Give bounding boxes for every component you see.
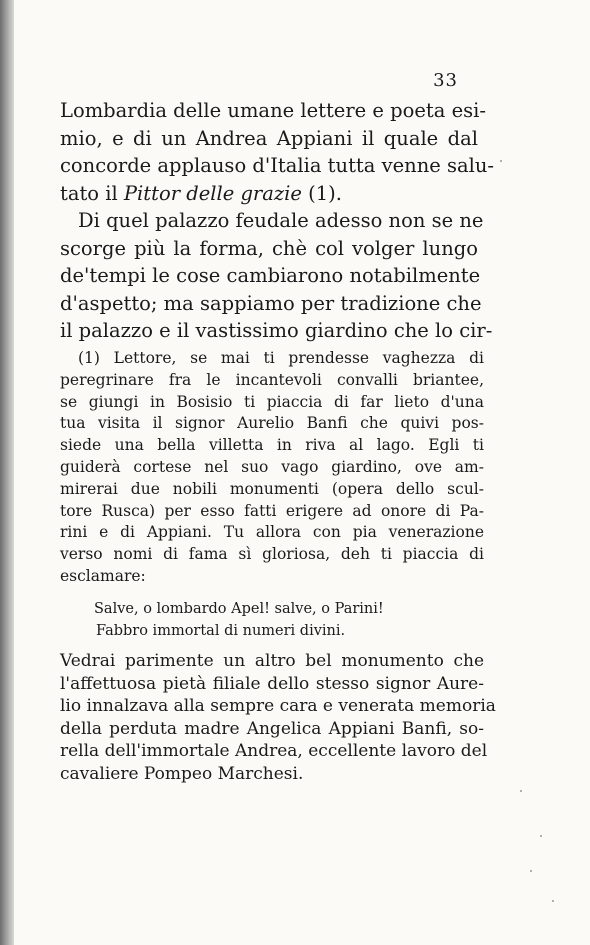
footnote-line: tua visita il signor Aurelio Banfi che quivi pos-	[60, 414, 484, 433]
body-line: concorde applauso d'Italia tutta venne salu-	[60, 154, 495, 177]
continuation-line: cavaliere Pompeo Marchesi.	[60, 763, 304, 784]
verse-line: Fabbro immortal di numeri divini.	[96, 623, 346, 639]
continuation-line: l'affettuosa pietà filiale dello stesso signor Aure-	[60, 673, 484, 694]
paper-speck	[500, 160, 502, 162]
continuation-line: rella dell'immortale Andrea, eccellente lavoro del	[60, 741, 488, 761]
body-line: de'tempi le cose cambiarono notabilmente	[60, 264, 481, 287]
italic-title: Pittor delle grazie	[123, 181, 302, 205]
paper-speck	[530, 870, 532, 872]
paper-speck	[520, 790, 522, 792]
body-line: Lombardia delle umane lettere e poeta esi-	[60, 99, 486, 122]
verse-quote	[94, 598, 384, 642]
continuation-line: lio innalzava alla sempre cara e venerata memoria	[60, 696, 496, 716]
footnote-line: (1) Lettore, se mai ti prendesse vaghezza di	[78, 349, 484, 367]
footnote-line: rini e di Appiani. Tu allora con pia venerazione	[60, 523, 484, 542]
footnote-continuation	[60, 650, 496, 785]
paper-speck	[540, 835, 542, 837]
body-line: scorge più la forma, chè col volger lungo	[60, 236, 478, 260]
footnote-line: guiderà cortese nel suo vago giardino, ove am-	[60, 457, 484, 476]
body-line: mio, e di un Andrea Appiani il quale dal	[60, 126, 478, 150]
continuation-line: Vedrai parimente un altro bel monumento che	[60, 651, 484, 671]
paper-speck	[552, 900, 554, 902]
body-line-start: tato il	[60, 181, 124, 205]
page-spine-shadow	[0, 0, 14, 945]
page-number: 33	[433, 70, 458, 91]
body-line: d'aspetto; ma sappiamo per tradizione che	[60, 291, 482, 315]
footnote-line: peregrinare fra le incantevoli convalli briantee,	[60, 370, 484, 389]
footnote-line: se giungi in Bosisio ti piaccia di far lieto d'una	[60, 392, 484, 411]
body-text	[60, 97, 495, 345]
body-line	[60, 180, 478, 208]
body-line: il palazzo e il vastissimo giardino che lo cir-	[60, 319, 493, 342]
footnote-line: mirerai due nobili monumenti (opera dello scul-	[60, 479, 484, 498]
footnote-ref: (1).	[301, 181, 342, 205]
continuation-line: della perduta madre Angelica Appiani Banfi, so-	[60, 718, 484, 739]
footnote	[60, 348, 484, 588]
footnote-line: tore Rusca) per esso fatti erigere ad onore di Pa-	[60, 501, 484, 520]
footnote-line: verso nomi di fama sì gloriosa, deh ti piaccia di	[60, 545, 484, 564]
footnote-line: esclamare:	[60, 566, 146, 585]
verse-line: Salve, o lombardo Apel! salve, o Parini!	[94, 601, 384, 617]
body-line: Di quel palazzo feudale adesso non se ne	[78, 209, 484, 232]
footnote-line: siede una bella villetta in riva al lago. Egli ti	[60, 436, 484, 455]
